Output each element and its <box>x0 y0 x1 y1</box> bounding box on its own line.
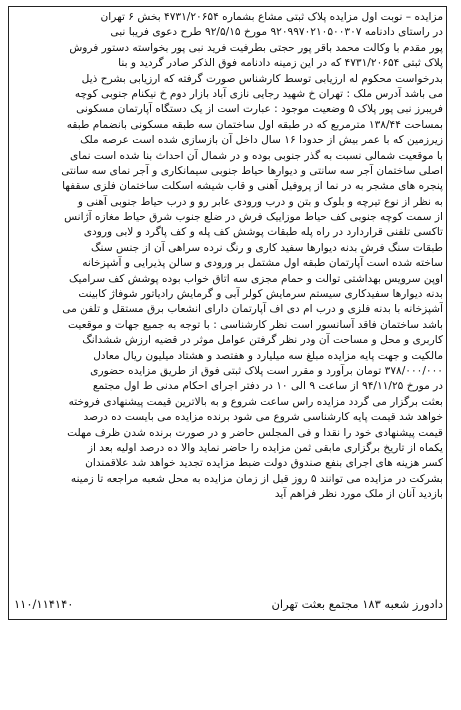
notice-line: با موقعیت شمالی نسبت به گذر جنوبی بوده و در شمال آن احداث بنا شده است نمای <box>69 149 443 162</box>
notice-line: پلاک ثبتی ۴۷۳۱/۲۰۶۵۴ که در این زمینه دادنامه فوق الذکر صادر گردید و بنا <box>118 57 443 70</box>
notice-line: آشپزخانه با بدنه فلزی و درب ام دی اف آپارتمان دارای انشعاب برق مستقل و تلفن می <box>62 303 443 316</box>
notice-line: پنجره های مشجر به در نما از پروفیل آهنی و قاب شیشه اسکلت ساختمان فلزی سقفها <box>62 180 443 193</box>
notice-line: ۳۷۸/۰۰۰/۰۰۰ تومان برآورد و مقرر است پلاک ثبتی فوق از طریق مزایده حضوری <box>90 364 443 377</box>
notice-line: مزایده – نوبت اول مزایده پلاک ثبتی مشاع بشماره ۴۷۳۱/۲۰۶۵۴ بخش ۶ تهران <box>100 11 443 23</box>
notice-line: خواهد شد قیمت پایه کارشناسی شروع می شود برنده مزایده می بایست ده درصد <box>83 411 443 424</box>
notice-line: بمساحت ۱۳۸/۴۴ مترمربع که در طبقه اول ساختمان سه طبقه مسکونی بانضمام طبقه <box>66 118 443 131</box>
notice-line: بشرکت در مزایده می توانند ۵ روز قبل از زمان مزایده به محل شعبه مراجعه تا زمینه <box>70 472 443 485</box>
notice-line: اصلی ساختمان آجر سه سانتی و دیوارها حیاط جنوبی سیمانکاری و آجر نمای سه سانتی <box>61 164 443 177</box>
notice-line: در راستای دادنامه ۹۲۰۹۹۷۰۲۱۰۵۰۰۳۰۷ مورخ ۹۲/۵/۱۵ طرح دعوی فریبا نبی <box>110 26 443 39</box>
notice-line: قیمت پیشنهادی خود را نقدا و فی المجلس حاضر و در صورت برنده شدن ظرف مهلت <box>67 426 443 439</box>
notice-line: در مورخ ۹۴/۱۱/۲۵ از ساعت ۹ الی ۱۰ در دفتر اجرای احکام مدنی ط اول مجتمع <box>92 380 443 393</box>
notice-line: فریبرز نبی پور پلاک ۵ وضعیت موجود : عبارت است از یک دستگاه آپارتمان مسکونی <box>76 103 443 116</box>
notice-line: مالکیت و جهت پایه مزایده مبلغ سه میلیارد و هفتصد و هشتاد میلیون ریال معادل <box>93 349 443 362</box>
notice-line: می باشد آدرس ملک : تهران خ شهید رجایی نازی آباد بازار دوم خ نیکنام جنوبی کوچه <box>74 87 443 100</box>
notice-line: اوپن سرویس بهداشتی توالت و حمام مجزی سه اتاق خواب بوده پوشش کف سرامیک <box>69 272 443 285</box>
auction-notice-text <box>14 10 443 503</box>
footer-signature: دادورز شعبه ۱۸۳ مجتمع بعثت تهران <box>271 597 443 611</box>
notice-line: کاربری و محل و مساحت آن ودر نظر گرفتن عوامل موثر در قضیه ارزش ششدانگ <box>82 334 443 347</box>
notice-line: بازدید آنان از ملک مورد نظر فراهم آید <box>274 488 443 501</box>
footer-code: ۱۱۰/۱۱۴۱۴۰ <box>14 597 74 611</box>
notice-line: تاکسی تلفنی قراردارد در راه پله طبقات پوشش کف پله و کف پاگرد و لابی ورودی <box>83 226 443 239</box>
notice-line: باشد ساختمان فاقد آسانسور است نظر کارشناسی : با توجه به جمیع جهات و موقعیت <box>68 318 443 331</box>
notice-line: کسر هزینه های اجرای بنفع صندوق دولت ضبط مزایده تجدید خواهد شد علاقمندان <box>85 457 443 470</box>
notice-line: بدرخواست محکوم له ارزیابی توسط کارشناس صورت گرفته که ارزیابی بشرح ذیل <box>81 72 443 85</box>
notice-line: بعثت برگزار می گردد مزایده راس ساعت شروع و به بالاترین قیمت پیشنهادی فروخته <box>68 395 443 408</box>
notice-line: زیرزمین که با عمر بیش از حدودا ۱۶ سال داخل آن بازسازی شده است عرصه ملک <box>80 134 443 147</box>
notice-footer <box>14 597 443 611</box>
notice-line: طبقات سنگ فرش بدنه دیوارها سفید کاری و رنگ نرده سراهی آن از جنس سنگ <box>91 241 443 254</box>
notice-line: به نظر از نوع تیرچه و بلوک و بتن و درب ورودی عابر رو و درب حیاط جنوبی آهنی و <box>77 195 443 208</box>
notice-line: بدنه دیوارها سفیدکاری سیستم سرمایش کولر آبی و گرمایش رادیاتور شوفاژ کابینت <box>78 288 443 301</box>
notice-line: ساخته شده است آپارتمان طبقه اول مشتمل بر ورودی و سالن پذیرایی و آشپزخانه <box>82 257 443 270</box>
notice-line: از سمت کوچه جنوبی کف حیاط موزاییک فرش در ضلع جنوب شرق حیاط مغازه آژانس <box>64 211 443 224</box>
notice-line: پور مقدم با وکالت محمد باقر پور حجتی بطرفیت فرید نبی پور بخواسته دستور فروش <box>69 41 443 54</box>
notice-line: یکماه از تاریخ برگزاری مابقی ثمن مزایده را حاضر نماید والا ده درصد اولیه بعد از <box>87 441 443 454</box>
